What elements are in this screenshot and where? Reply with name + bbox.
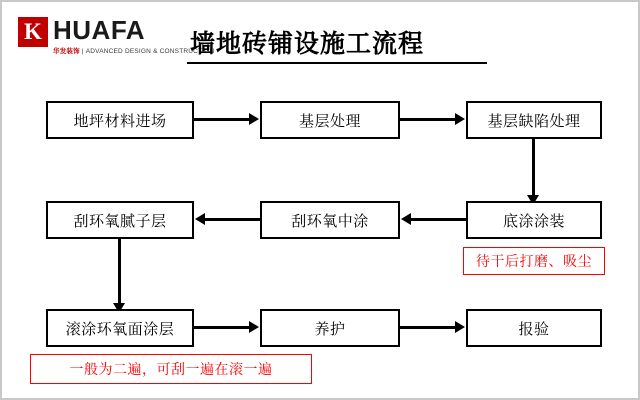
connector-n7-n8 — [194, 326, 250, 329]
connector-n1-n2 — [194, 118, 250, 121]
company-logo — [18, 16, 214, 55]
flow-node-epoxy-topcoat-roller[interactable]: 滚涂环氧面涂层 — [46, 309, 194, 347]
arrowhead-n1-n2 — [249, 113, 259, 125]
connector-n3-n4 — [532, 139, 535, 197]
logo-tagline-en: | ADVANCED DESIGN & CONSTRUCTION — [81, 48, 215, 55]
flow-node-material-entry[interactable]: 地坪材料进场 — [46, 101, 194, 139]
logo-wordmark: HUAFA — [53, 15, 146, 45]
flow-node-inspection[interactable]: 报验 — [466, 309, 602, 347]
flow-node-epoxy-putty-layer[interactable]: 刮环氧腻子层 — [46, 201, 194, 239]
connector-n6-n7 — [118, 239, 121, 305]
flow-node-epoxy-midcoat[interactable]: 刮环氧中涂 — [260, 201, 400, 239]
connector-n8-n9 — [400, 326, 456, 329]
page-title: 墙地砖铺设施工流程 — [190, 30, 425, 58]
flow-node-curing[interactable]: 养护 — [260, 309, 400, 347]
arrowhead-n2-n3 — [455, 113, 465, 125]
annotation-dry-grind-vacuum: 待干后打磨、吸尘 — [463, 247, 605, 275]
connector-n5-n6 — [205, 218, 261, 221]
logo-mark-icon: K — [18, 17, 48, 47]
arrowhead-n8-n9 — [455, 321, 465, 333]
arrowhead-n5-n6 — [195, 213, 205, 225]
connector-n4-n5 — [411, 218, 467, 221]
slide-header — [2, 2, 638, 76]
logo-tagline-cn: 华发装饰 — [53, 48, 80, 55]
connector-n2-n3 — [400, 118, 456, 121]
arrowhead-n4-n5 — [401, 213, 411, 225]
flow-node-base-defect-treatment[interactable]: 基层缺陷处理 — [466, 101, 602, 139]
arrowhead-n7-n8 — [249, 321, 259, 333]
annotation-two-coats-rule: 一般为二遍，可刮一遍在滚一遍 — [30, 354, 312, 384]
flow-node-primer-coating[interactable]: 底涂涂装 — [466, 201, 602, 239]
flow-node-base-treatment[interactable]: 基层处理 — [260, 101, 400, 139]
title-underline — [187, 62, 487, 64]
